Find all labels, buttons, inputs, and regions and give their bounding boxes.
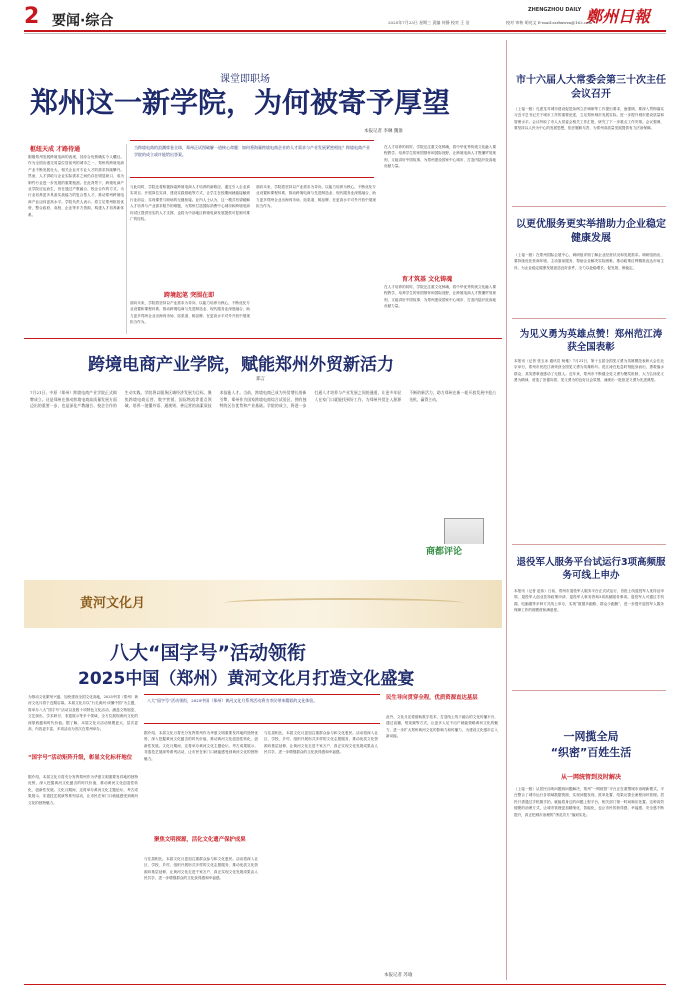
- culture-col4: 此外，文化月还将借助数字技术，打造线上线下融合的文化传播平台，通过直播、短视频等方式，让更多人足不出户就能领略黄河文化的魅力，进一步扩大郑州黄河文化的影响力和传播力，为建设文化强市注入新动能。: [386, 715, 498, 739]
- side-5-body: （上接一版）从居民反映问题到问题解决，郑州“一网统管”平台正在重塑城市治理新模式。平台整合了城市运行各领域数据资源，实现问题发现、派单处置、结果反馈全流程闭环管理。居民只需通过手机随手拍，就能将身边的问题上报平台，相关部门第一时间响应处置。这种高效便捷的治理方式，让城市管理更加精细化、智能化，也让市民的获得感、幸福感、安全感不断提升，真正把城市治理的“绣花功夫”落到实处。: [514, 787, 664, 817]
- culture-subhead-3: 民生导向贯穿全程，优质资源直达基层: [386, 695, 478, 701]
- paper-logo: 鄭州日報: [586, 7, 651, 26]
- footer-rule: [24, 984, 666, 985]
- top-story-col2: 与此同时，学院还将积极探索跨境电商人才培养的新路径，通过引入企业真实项目、开展岗位实训、建设实践基地等方式，让学生在校期间就能接触到行业前沿，实现课堂与职场的无缝衔接。业内人士认为，这一模式有望破解人才培养与产业需求脱节的难题，为郑州打造国际消费中心城市和跨境电商综试区提供坚实的人才支撑，也将为中部地区跨境电商发展提供可复制可推广的经验。: [130, 185, 250, 222]
- top-story-kicker: 课堂即职场: [220, 74, 270, 85]
- side-divider-1: [512, 206, 666, 207]
- culture-headline-2: 2025中国（郑州）黄河文化月打造文化盛宴: [78, 669, 415, 689]
- culture-banner: [24, 580, 502, 628]
- culture-col1: 为推动文化繁荣兴盛，加快建设全国文化高地，2025中国（郑州）黄河文化月将于近期启幕。本届文化月以“行走黄河·读懂中国”为主题，将举办八大“国字号”活动以及数十项特色文化活动，涵盖文物展览、文艺演出、学术研讨、非遗展示等多个领域，全方位展现黄河文化的深厚底蕴和时代价值。据了解，本届文化月活动规模更大、层次更高、内容更丰富，多项活动为首次在郑州举办。: [28, 695, 138, 732]
- top-story-col1: 刚刚郑州发展跨境电商的表现，其综合优势确实令人瞩目。作为全国出港交易量位居前列的城市之一，郑州的跨境电商产业不断发展壮大，相关企业对专业人才的需求持续攀升。然而，人才供给与企业实际需求之间仍存在明显缺口，成为制约行业进一步发展的重要瓶颈。在此背景下，跨境电商产业学院应运而生，旨在通过产教融合、校企合作的方式，为行业培养更多具备实战能力的复合型人才，推动郑州跨境电商产业迈向更高水平。学院负责人表示，将立足郑州枢纽优势，整合政府、高校、企业等多方资源，构建人才培养新体系。: [28, 155, 124, 217]
- side-5-subhead: 从一网统管到及时解决: [560, 774, 621, 781]
- side-5-headline-1: 一网揽全局: [563, 730, 619, 743]
- side-3-body: 本报讯（记者 张玉冰 通讯员 杨雅）7月21日，第十五届全国见义勇为英雄模范表彰大会在北京举行，郑州市民范江涛荣获全国见义勇为英雄称号。范江涛在危急时刻挺身而出，勇救落水群众，其英勇事迹感动了无数人。近年来，郑州市不断健全见义勇为褒奖机制，大力弘扬见义勇为精神，营造了崇德向善、见义勇为的良好社会氛围，涌现出一批批见义勇为先进典型。: [514, 359, 664, 383]
- feature-badge: [416, 518, 492, 560]
- side-story-2: [512, 210, 666, 316]
- side-1-headline: 市十六届人大常委会第三十次主任会议召开: [516, 75, 666, 100]
- side-divider-3: [512, 544, 666, 545]
- top-story: [24, 40, 500, 336]
- top-story-col3: 面向未来，学院将坚持以产业需求为导向，以能力培养为核心，不断优化专业设置和课程体系，推动跨境电商与先进制造业、现代服务业深度融合，助力更多郑州企业出海闯市场、拓渠道、树品牌，在更高水平对外开放中展现担当作为。: [256, 185, 376, 209]
- masthead-rule-thin: [24, 33, 666, 34]
- top-story-col2b: 面向未来，学院将坚持以产业需求为导向，以能力培养为核心，不断优化专业设置和课程体系，推动跨境电商与先进制造业、现代服务业深度融合，助力更多郑州企业出海闯市场、拓渠道、树品牌，在更高水平对外开放中展现担当作为。: [130, 301, 250, 325]
- feature-headline: 跨境电商产业学院，赋能郑州外贸新活力: [88, 355, 394, 375]
- top-story-byline: 本报记者 李琳 魏淮: [364, 129, 403, 134]
- side-story-5: [512, 694, 666, 980]
- culture-subhead-1: “国字号”活动矩阵升级，彰显文化标杆地位: [28, 755, 133, 761]
- top-story-subhead-3: 育才筑基 文化铸魂: [402, 276, 453, 283]
- page-number: 2: [24, 4, 40, 29]
- side-divider-2: [512, 318, 666, 319]
- section-divider-1: [24, 338, 502, 339]
- top-story-subhead-1: 枢纽天成 才路待通: [30, 146, 81, 153]
- culture-col2: 据介绍，本届文化月将充分发挥郑州作为华夏文明重要发祥地的独特优势，深入挖掘黄河文化蕴含的时代价值，推动黄河文化创造性转化、创新性发展。文化月期间，还将举办黄河文化主题论坛、考古成果展示、非遗技艺展演等系列活动，让市民在家门口就能感受到黄河文化的独特魅力。: [144, 731, 258, 761]
- culture-lead-box: [144, 694, 380, 724]
- feature-body: 7月21日，中原（郑州）跨境电商产业学院正式揭牌成立。这是郑州在推动跨境电商高质量发展方面迈出的重要一步，也是深化产教融合、校企合作的生动实践。学院将以服务区域经济发展为目标，聚焦跨境电商运营、数字营销、国际物流等重点领域，培养一批懂外语、通规则、善运营的高素质技术技能人才。当前，跨境电商已成为外贸增长的新引擎，郑州作为国家跨境电商综合试验区，拥有独特的区位优势和产业基础。学院的成立，将进一步打通人才培养与产业发展之间的通道，让更多年轻人在家门口就能找到好工作，为郑州外贸注入源源不断的新活力，助力郑州在新一轮开放发展中抢占先机、赢得主动。: [30, 390, 496, 409]
- top-story-quote: [130, 140, 374, 178]
- culture-headline-1: 八大“国字号”活动领衔: [110, 642, 306, 664]
- side-story-1: [512, 40, 666, 204]
- culture-subhead-2: 聚焦文明探源，活化文化遗产保护成果: [154, 837, 246, 843]
- culture-col2b: 与往届相比，本届文化月更加注重群众参与和文化惠民。活动将深入社区、学校、乡村，组织开展形式多样的文化志愿服务，推动优质文化资源向基层延伸，让黄河文化走进千家万户，真正实现文化发展成果由人民共享，进一步增强群众的文化获得感和幸福感。: [144, 857, 258, 881]
- side-1-body: （上接一版）孔建龙对城市建设促进条例立法调研等工作提出要求，他强调，要深入贯彻落实习近平总书记关于城市工作的重要论述，立足郑州城市发展实际，进一步提升城市建设质量和管理水平。会议听取了市人大常委会相关工作汇报，研究了下一步重点工作安排。会议强调，要坚持以人民为中心的发展思想，依法履职尽责，为郑州高质量发展提供有力法治保障。: [514, 107, 664, 131]
- top-story-col4b: 在人才培养的同时，学院还注重文化铸魂，将中华优秀传统文化融入课程教学，培养学生的家国情怀和国际视野，让跨境电商人才既懂贸易规则，又能讲好中国故事，为郑州建设国家中心城市、打造内陆开放高地贡献力量。: [384, 285, 496, 309]
- feature-badge-label: 商都评论: [426, 547, 463, 557]
- culture-column-label: 黄河文化月: [80, 596, 146, 611]
- top-story-headline: 郑州这一新学院，为何被寄予厚望: [30, 86, 451, 119]
- paper-name-en: ZHENGZHOU DAILY: [528, 7, 582, 13]
- side-story-3: [512, 322, 666, 542]
- top-story-subhead-2: 跨境起笔 突围在即: [164, 292, 215, 299]
- feature-byline: 郑言: [256, 377, 265, 382]
- culture-byline: 本报记者 苏瑜: [384, 973, 413, 978]
- section-title: 要闻·综合: [52, 13, 114, 29]
- side-4-body: 本报讯（记者 赵伟）日前，郑州市退役军人服务平台正式试运行，首批上线退役军人优待证申领、退役军人创业扶持政策申请、退役军人事务咨询3项高频服务事项。退役军人可通过手机端、电脑端等多种方式线上申办，实现“数据多跑路、群众少跑腿”，进一步提升退役军人服务保障工作的便捷度和满意度。: [514, 589, 664, 613]
- building-icon: [444, 518, 484, 544]
- side-3-headline: 为见义勇为英雄点赞！郑州范江涛获全国表彰: [519, 329, 663, 353]
- top-story-col4: 在人才培养的同时，学院还注重文化铸魂，将中华优秀传统文化融入课程教学，培养学生的家国情怀和国际视野，让跨境电商人才既懂贸易规则，又能讲好中国故事，为郑州建设国家中心城市、打造内陆开放高地贡献力量。: [384, 145, 496, 169]
- right-column-divider: [506, 40, 507, 980]
- culture-col3: 与往届相比，本届文化月更加注重群众参与和文化惠民。活动将深入社区、学校、乡村，组织开展形式多样的文化志愿服务，推动优质文化资源向基层延伸，让黄河文化走进千家万户，真正实现文化发展成果由人民共享，进一步增强群众的文化获得感和幸福感。: [264, 731, 378, 755]
- designer-line: 校对 审核 胡亮文 E-mail:zzrbxwzx@163.com: [506, 20, 593, 25]
- culture-col1b: 据介绍，本届文化月将充分发挥郑州作为华夏文明重要发祥地的独特优势，深入挖掘黄河文化蕴含的时代价值，推动黄河文化创造性转化、创新性发展。文化月期间，还将举办黄河文化主题论坛、考古成果展示、非遗技艺展演等系列活动，让市民在家门口就能感受到黄河文化的独特魅力。: [28, 775, 138, 805]
- side-2-headline: 以更优服务更实举措助力企业稳定健康发展: [516, 219, 666, 244]
- date-line: 2025年7月23日 星期三 责编 何静 校对 王 洁: [388, 20, 470, 25]
- feature-story: [24, 342, 502, 578]
- col-divider: [126, 144, 127, 334]
- masthead-rule: [24, 30, 666, 32]
- side-4-headline: 退役军人服务平台试运行3项高频服务可线上申办: [516, 557, 666, 581]
- side-2-body: （上接一版）在郑州国际会展中心，调研组详细了解企业经营状况和发展需求。调研组指出，要持续优化营商环境，主动靠前服务，帮助企业解决实际困难，推动政策红利精准直达市场主体，为企业稳定健康发展创造良好条件，全力以赴稳增长、促发展、保稳定。: [514, 253, 664, 270]
- side-5-headline-2: “织密”百姓生活: [550, 746, 632, 759]
- culture-story: [24, 580, 502, 980]
- side-story-4: [512, 548, 666, 688]
- top-story-quote-text: 当跨境电商的浪潮席卷全球，郑州正试图破解一道核心命题：如何将海量跨境电商企业的人才需求与产业发展紧密相连？跨境电商产业学院的成立或许能给出答案。: [134, 145, 370, 157]
- river-icon: [224, 598, 464, 608]
- side-divider-4: [512, 690, 666, 691]
- masthead: [0, 0, 690, 34]
- culture-lead: 八大“国字号”活动领衔，2025中国（郑州）黄河文化月系列活动将为市民带来精彩的文化体验。: [147, 698, 318, 703]
